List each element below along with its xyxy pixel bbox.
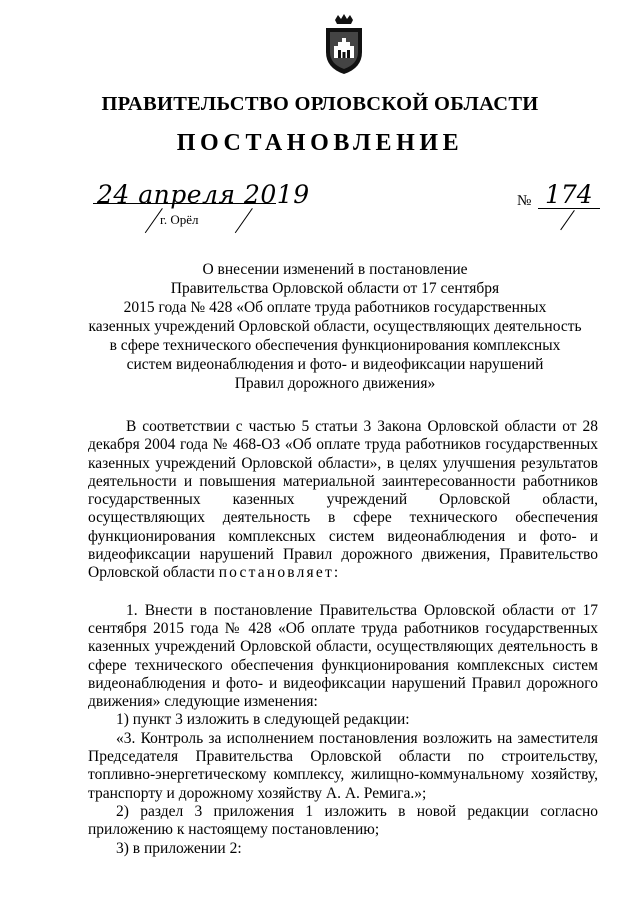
heading-line: Правил дорожного движения»: [234, 375, 436, 392]
handwritten-date: 24 апреля 2019: [97, 180, 310, 209]
quoted-clause-3: «3. Контроль за исполнением постановления возложить на заместителя Председателя Правительства Орловской области по строительству, топливно-энергетическому комплексу, жилищно-коммунальному хозяйству, транспорту и дорожному хозяйству А. А. Ремига.»;: [88, 729, 598, 802]
heading-line: казенных учреждений Орловской области, осуществляющих деятельность: [88, 318, 582, 335]
preamble-paragraph: [88, 418, 598, 583]
document-type: ПОСТАНОВЛЕНИЕ: [176, 130, 464, 156]
date-underline: [93, 203, 276, 204]
number-label: №: [517, 193, 532, 209]
heading-line: О внесении изменений в постановление: [202, 261, 468, 278]
government-name: ПРАВИТЕЛЬСТВО ОРЛОВСКОЙ ОБЛАСТИ: [101, 93, 539, 115]
heading-line: 2015 года № 428 «Об оплате труда работников государственных: [123, 299, 547, 316]
heading-line: Правительства Орловской области от 17 сентября: [170, 280, 500, 297]
item-1-paragraph: 1. Внести в постановление Правительства Орловской области от 17 сентября 2015 года № 428 «Об оплате труда работников государственных казенных учреждений Орловской области, осуществляющих деятельность в сфере технического обеспечения функционирования комплексных систем видеонаблюдения и фото- и видеофиксации нарушений Правил дорожного движения» следующие изменения:: [88, 601, 598, 711]
number-underline: [538, 208, 600, 209]
heading-line: систем видеонаблюдения и фото- и видеофиксации нарушений: [126, 356, 544, 373]
subitem-2: 2) раздел 3 приложения 1 изложить в новой редакции согласно приложению к настоящему постановлению;: [88, 802, 598, 839]
document-body: [88, 418, 598, 858]
date-slash-right: [235, 208, 253, 233]
subitem-3: 3) в приложении 2:: [116, 839, 242, 857]
subitem-1: 1) пункт 3 изложить в следующей редакции:: [116, 711, 410, 729]
handwritten-number: 174: [545, 180, 593, 209]
number-slash: [560, 210, 575, 230]
resolves-word: постановляет:: [218, 564, 341, 582]
city-name: г. Орёл: [160, 212, 199, 227]
coat-of-arms-emblem: [318, 12, 370, 76]
resolution-heading: [80, 260, 590, 393]
heading-line: в сфере технического обеспечения функционирования комплексных: [109, 337, 561, 354]
preamble-text: В соответствии с частью 5 статьи 3 Закона Орловской области от 28 декабря 2004 года № 468-ОЗ «Об оплате труда работников государственных казенных учреждений Орловской области», в целях улучшения результатов деятельности и повышения материальной заинтересованности работников государственных казенных учреждений Орловской области, осуществляющих деятельность в сфере технического обеспечения функционирования комплексных систем видеонаблюдения и фото- и видеофиксации нарушений Правил дорожного движения, Правительство Орловской области: [88, 418, 598, 582]
